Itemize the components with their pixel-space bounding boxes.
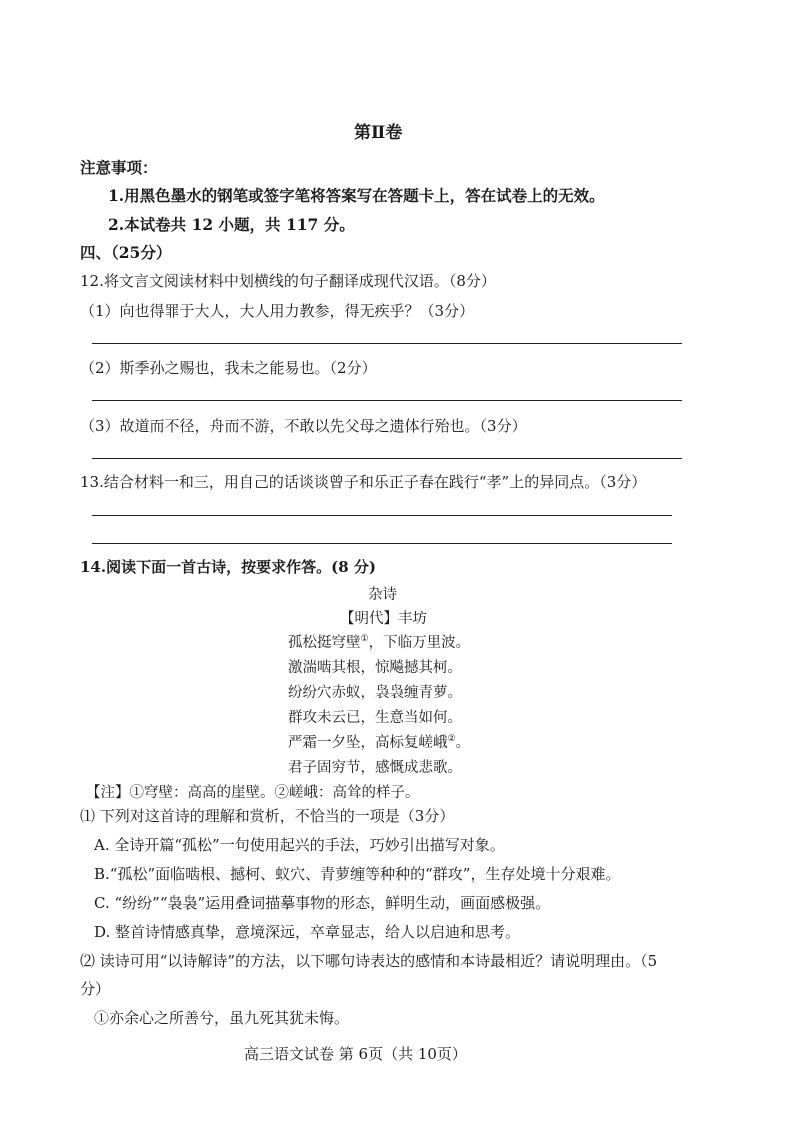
answer-line: [92, 343, 682, 344]
poem-line-1: [288, 631, 470, 652]
q12-sub-3: （3）故道而不径，舟而不游，不敢以先父母之遗体行殆也。（3分）: [80, 417, 527, 435]
note-mark-1: ①: [360, 634, 369, 645]
q14-sub1-stem: ⑴ 下列对这首诗的理解和赏析，不恰当的一项是（3分）: [80, 807, 455, 825]
poem-line-5: [288, 731, 470, 752]
q14-stem: 14.阅读下面一首古诗，按要求作答。(8 分): [80, 558, 376, 576]
note-mark-2: ②: [447, 734, 456, 745]
answer-line: [92, 458, 682, 459]
q12-stem: 12.将文言文阅读材料中划横线的句子翻译成现代汉语。（8分）: [80, 272, 496, 290]
answer-line: [92, 543, 672, 544]
poem-line-1-head: 孤松挺穹壁: [288, 635, 361, 651]
q14-sub2-option-1: ①亦余心之所善兮，虽九死其犹未悔。: [94, 1009, 350, 1027]
section-title: 第Ⅱ卷: [354, 123, 403, 143]
notice-item-1: 1.用黑色墨水的钢笔或签字笔将答案写在答题卡上，答在试卷上的无效。: [108, 186, 605, 205]
q13-stem: 13.结合材料一和三，用自己的话谈谈曾子和乐正子春在践行“孝”上的异同点。（3分）: [80, 473, 647, 491]
poem-title: 杂诗: [368, 587, 397, 603]
q14-sub2-stem: ⑵ 读诗可用“以诗解诗”的方法，以下哪句诗表达的感情和本诗最相近？请说明理由。（5: [80, 952, 658, 970]
q14-sub2-stem-cont: 分）: [80, 980, 111, 998]
poem-line-5-head: 严霜一夕坠，高标复嵯峨: [288, 735, 448, 751]
part-four-label: 四、（25分）: [80, 243, 172, 262]
poem-author: 【明代】丰坊: [340, 611, 427, 627]
q14-option-d: D. 整首诗情感真挚，意境深远，卒章显志，给人以启迪和思考。: [94, 923, 521, 941]
q12-sub-2: （2）斯季孙之赐也，我未之能易也。（2分）: [80, 359, 377, 377]
poem-line-6: 君子固穷节，感慨成悲歌。: [288, 760, 462, 776]
answer-line: [92, 515, 672, 516]
answer-line: [92, 400, 682, 401]
notice-item-2: 2.本试卷共 12 小题，共 117 分。: [108, 215, 355, 234]
poem-line-5-tail: 。: [455, 735, 471, 751]
notice-heading: 注意事项：: [80, 158, 158, 177]
poem-line-2: 激湍啮其根，惊飚撼其柯。: [288, 660, 462, 676]
poem-line-1-tail: ，下临万里波。: [368, 635, 471, 651]
q14-option-b: B.“孤松”面临啮根、撼柯、蚁穴、青萝缠等种种的“群攻”，生存处境十分艰难。: [94, 865, 621, 883]
page-footer: 高三语文试卷 第 6页（共 10页）: [244, 1045, 467, 1063]
poem-line-4: 群攻未云已，生意当如何。: [288, 710, 462, 726]
q12-sub-1: （1）向也得罪于大人，大人用力教参，得无疾乎？（3分）: [80, 302, 475, 320]
q14-option-a: A. 全诗开篇“孤松”一句使用起兴的手法，巧妙引出描写对象。: [94, 836, 505, 854]
poem-line-3: 纷纷穴赤蚁，袅袅缠青萝。: [288, 685, 462, 701]
poem-note: 【注】①穹壁：高高的崖壁。②嵯峨：高耸的样子。: [86, 785, 420, 801]
q14-option-c: C. “纷纷”“袅袅”运用叠词描摹事物的形态，鲜明生动，画面感极强。: [94, 894, 551, 912]
